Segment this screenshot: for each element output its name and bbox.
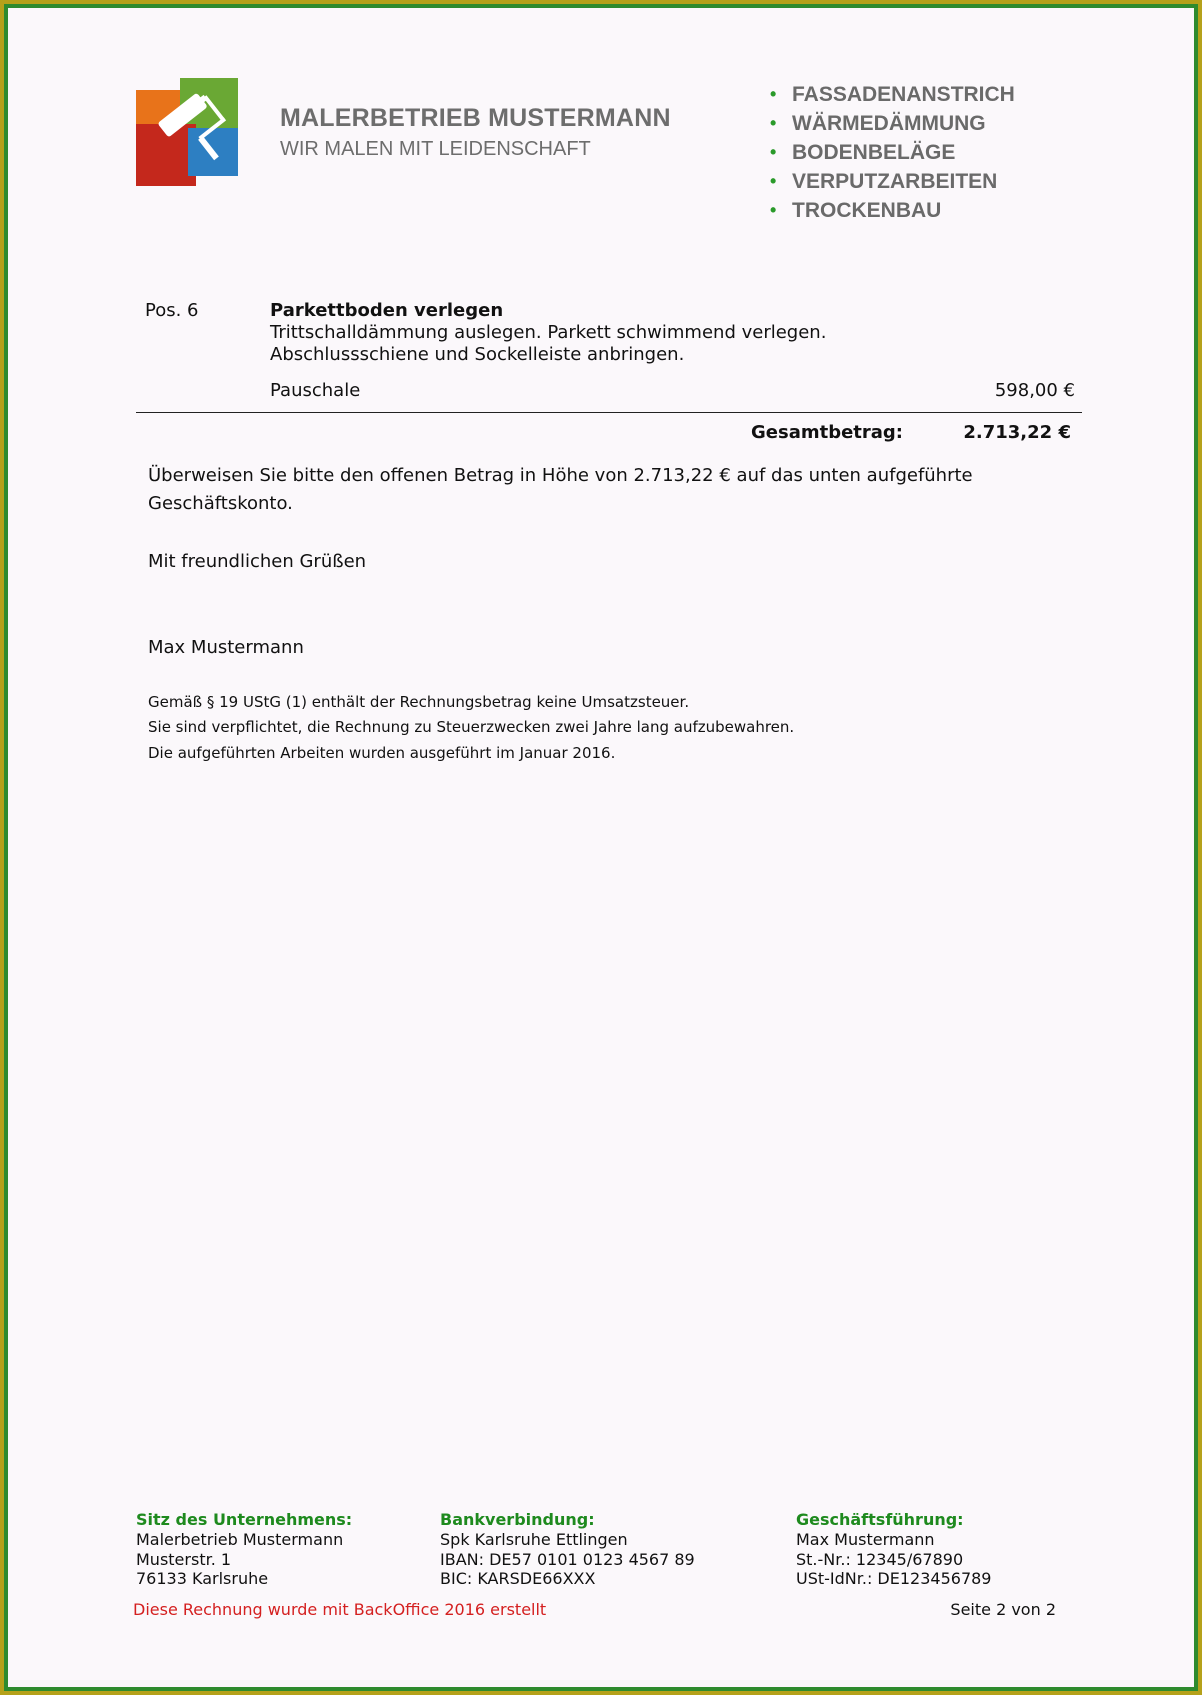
footer-heading-management: Geschäftsführung: [796, 1510, 964, 1529]
footer-line: IBAN: DE57 0101 0123 4567 89 [440, 1550, 695, 1569]
service-item [770, 80, 1015, 109]
closing-greeting: Mit freundlichen Grüßen [148, 551, 367, 572]
service-item [770, 167, 1015, 196]
legal-note: Sie sind verpflichtet, die Rechnung zu Steuerzwecken zwei Jahre lang aufzubewahren. [148, 718, 795, 736]
footer-line: Musterstr. 1 [136, 1550, 232, 1569]
transfer-instruction-cont: Geschäftskonto. [148, 493, 293, 514]
generated-by-note: Diese Rechnung wurde mit BackOffice 2016 erstellt [133, 1600, 547, 1619]
bullet-icon: • [770, 200, 777, 220]
legal-note: Die aufgeführten Arbeiten wurden ausgeführt im Januar 2016. [148, 744, 616, 762]
service-label: BODENBELÄGE [792, 141, 956, 164]
footer-line: USt-IdNr.: DE123456789 [796, 1569, 992, 1588]
service-label: WÄRMEDÄMMUNG [792, 112, 986, 135]
footer-heading-company: Sitz des Unternehmens: [136, 1510, 353, 1529]
service-item [770, 196, 1015, 225]
total-divider [136, 412, 1082, 413]
company-slogan: WIR MALEN MIT LEIDENSCHAFT [280, 138, 591, 160]
footer-line: Spk Karlsruhe Ettlingen [440, 1530, 628, 1549]
position-unit: Pauschale [270, 380, 361, 401]
total-label: Gesamtbetrag: [751, 422, 904, 443]
position-description-line: Abschlussschiene und Sockelleiste anbringen. [270, 344, 685, 365]
total-value: 2.713,22 € [963, 422, 1071, 443]
footer-heading-bank: Bankverbindung: [440, 1510, 595, 1529]
service-item [770, 109, 1015, 138]
footer-line: Malerbetrieb Mustermann [136, 1530, 344, 1549]
service-item [770, 138, 1015, 167]
bullet-icon: • [770, 84, 777, 104]
footer-line: St.-Nr.: 12345/67890 [796, 1550, 964, 1569]
transfer-instruction: Überweisen Sie bitte den offenen Betrag in Höhe von 2.713,22 € auf das unten aufgeführte [148, 465, 973, 486]
position-title: Parkettboden verlegen [270, 300, 504, 321]
bullet-icon: • [770, 113, 777, 133]
position-price: 598,00 € [994, 380, 1075, 401]
footer-line: 76133 Karlsruhe [136, 1569, 269, 1588]
page-number: Seite 2 von 2 [950, 1600, 1056, 1619]
service-label: TROCKENBAU [792, 199, 942, 222]
paint-roller-logo-icon [136, 78, 250, 186]
bullet-icon: • [770, 142, 777, 162]
service-label: VERPUTZARBEITEN [792, 170, 998, 193]
position-description-line: Trittschalldämmung auslegen. Parkett schwimmend verlegen. [270, 322, 827, 343]
legal-note: Gemäß § 19 UStG (1) enthält der Rechnungsbetrag keine Umsatzsteuer. [148, 693, 690, 711]
bullet-icon: • [770, 171, 777, 191]
service-label: FASSADENANSTRICH [792, 83, 1015, 106]
footer-line: Max Mustermann [796, 1530, 935, 1549]
footer-line: BIC: KARSDE66XXX [440, 1569, 596, 1588]
signature-name: Max Mustermann [148, 637, 304, 658]
page-border-inner [4, 4, 1198, 1691]
services-list [770, 80, 1015, 225]
position-number: Pos. 6 [145, 300, 199, 321]
company-name: MALERBETRIEB MUSTERMANN [280, 104, 671, 132]
